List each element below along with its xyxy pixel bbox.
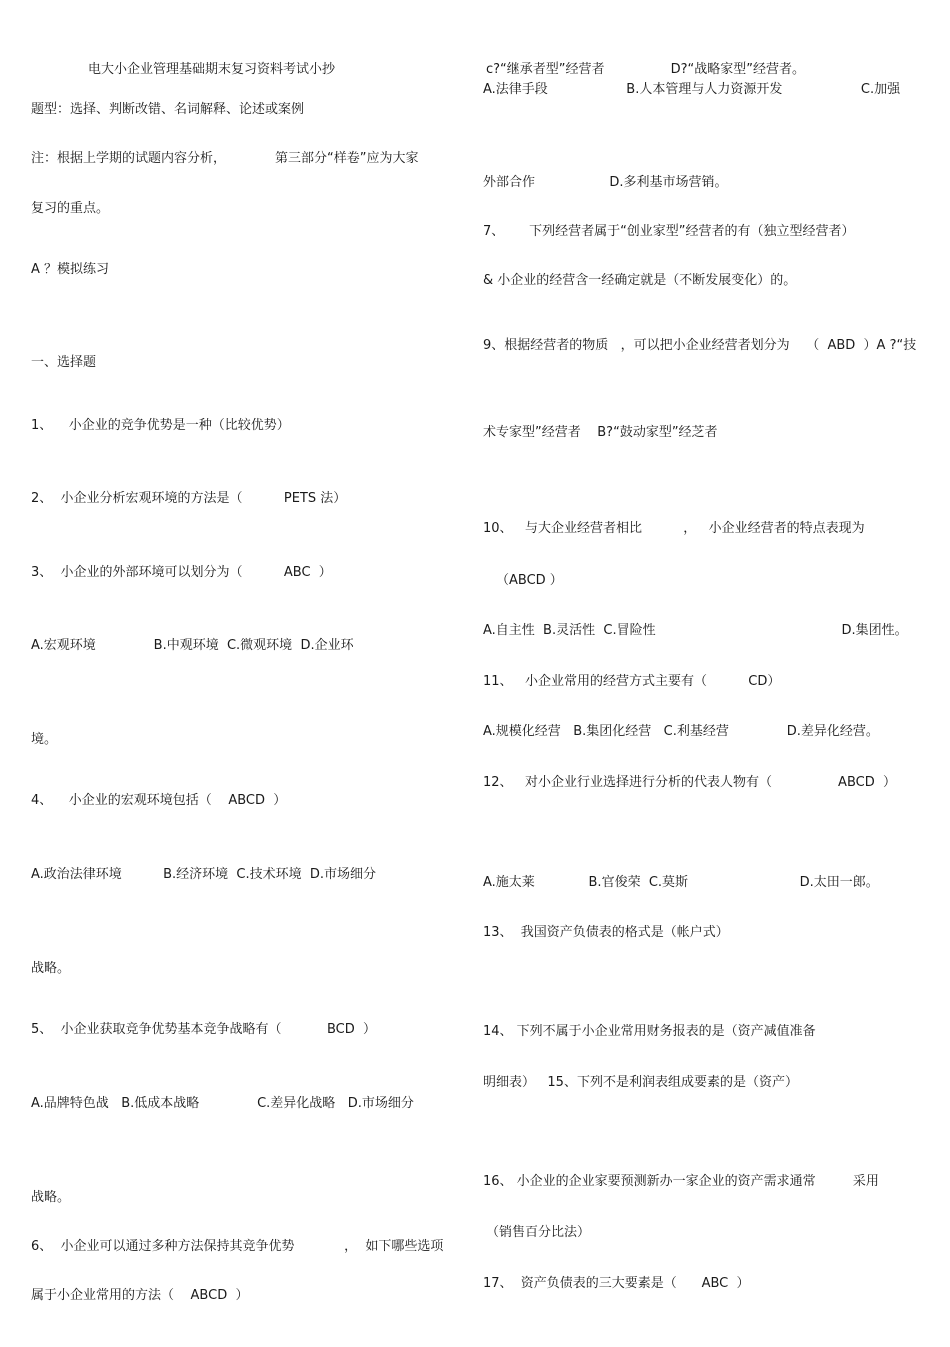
question-12: 12、 对小企业行业选择进行分析的代表人物有（ ABCD ） — [483, 775, 896, 790]
note-line-1b: 第三部分“样卷”应为大家 — [275, 151, 419, 166]
question-3: 3、 小企业的外部环境可以划分为（ ABC ） — [31, 565, 332, 580]
question-9-cont: 术专家型”经营者 B?“鼓动家型”经芝者 — [483, 425, 718, 440]
question-11: 11、 小企业常用的经营方式主要有（ CD） — [483, 674, 781, 689]
question-7: 7、 下列经营者属于“创业家型”经营者的有（独立型经营者） — [483, 224, 855, 239]
document-title: 电大小企业管理基础期末复习资料考试小抄 — [88, 62, 336, 77]
question-6-options-line-2: A.法律手段 B.人本管理与人力资源开发 C.加强 — [483, 82, 901, 97]
question-4-options: A.政治法律环境 B.经济环境 C.技术环境 D.市场细分 — [31, 867, 377, 882]
question-6-options-line-1: c?“继承者型”经营者 D?“战略家型”经营者。 — [486, 62, 806, 77]
question-3-options-cont: 境。 — [31, 732, 58, 747]
question-13: 13、 我国资产负债表的格式是（帐户式） — [483, 925, 729, 940]
question-3-options: A.宏观环境 B.中观环境 C.微观环境 D.企业环 — [31, 638, 354, 653]
question-4-options-cont: 战略。 — [31, 961, 71, 976]
question-types: 题型：选择、判断改错、名词解释、论述或案例 — [31, 102, 305, 117]
question-4: 4、 小企业的宏观环境包括（ ABCD ） — [31, 793, 287, 808]
question-11-options: A.规模化经营 B.集团化经营 C.利基经营 D.差异化经营。 — [483, 724, 879, 739]
note-line-2: 复习的重点。 — [31, 201, 110, 216]
question-6-options-line-3: 外部合作 D.多利基市场营销。 — [483, 175, 728, 190]
section-heading-choice: 一、选择题 — [31, 355, 97, 370]
question-16: 16、 小企业的企业家要预测新办一家企业的资产需求通常 采用 — [483, 1174, 879, 1189]
question-10-options: A.自主性 B.灵活性 C.冒险性 D.集团性。 — [483, 623, 908, 638]
question-10: 10、 与大企业经营者相比 ， 小企业经营者的特点表现为 — [483, 521, 865, 536]
question-8: & 小企业的经营含一经确定就是（不断发展变化）的。 — [483, 273, 797, 288]
question-6-cont: 属于小企业常用的方法（ ABCD ） — [31, 1288, 249, 1303]
section-heading-a: A ？模拟练习 — [31, 262, 110, 277]
question-17: 17、 资产负债表的三大要素是（ ABC ） — [483, 1276, 750, 1291]
question-2: 2、 小企业分析宏观环境的方法是（ PETS 法） — [31, 491, 347, 506]
question-14-15: 明细表） 15、下列不是利润表组成要素的是（资产） — [483, 1075, 798, 1090]
question-16-cont: （销售百分比法） — [486, 1225, 591, 1240]
note-line-1a: 注：根据上学期的试题内容分析， — [31, 151, 227, 166]
question-9: 9、根据经营者的物质 ，可以把小企业经营者划分为 （ ABD ）A ?“技 — [483, 338, 917, 353]
question-5-options: A.品牌特色战 B.低成本战略 C.差异化战略 D.市场细分 — [31, 1096, 414, 1111]
question-12-options: A.施太莱 B.官俊荣 C.莫斯 D.太田一郎。 — [483, 875, 879, 890]
question-5-options-cont: 战略。 — [31, 1190, 71, 1205]
question-14: 14、 下列不属于小企业常用财务报表的是（资产减值准备 — [483, 1024, 816, 1039]
question-6: 6、 小企业可以通过多种方法保持其竞争优势 ， 如下哪些选项 — [31, 1239, 444, 1254]
question-1: 1、 小企业的竞争优势是一种（比较优势） — [31, 418, 290, 433]
question-5: 5、 小企业获取竞争优势基本竞争战略有（ BCD ） — [31, 1022, 377, 1037]
question-10-answer: （ABCD ） — [496, 573, 563, 588]
